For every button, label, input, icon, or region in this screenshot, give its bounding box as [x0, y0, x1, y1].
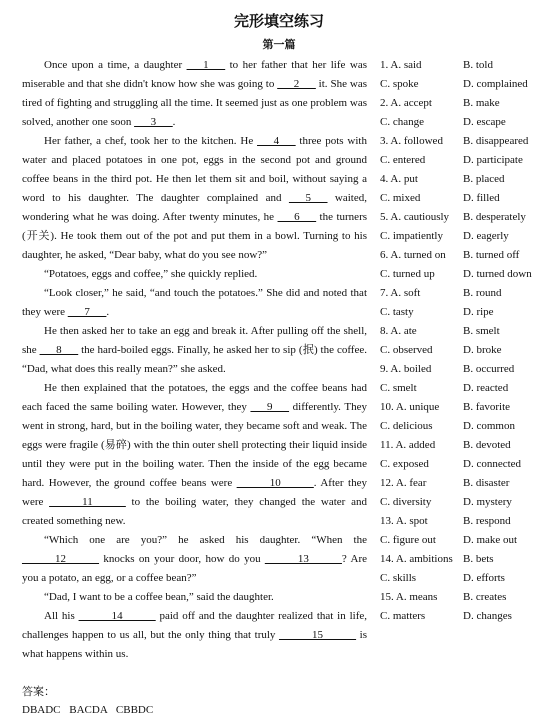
option-choice: C. observed [380, 344, 433, 356]
option-choice: B. make [463, 97, 500, 109]
passage-text: paid off and the daughter realized that in life, challenges happen to us all, but the only thing that truly [22, 610, 367, 641]
option-choice: D. mystery [463, 496, 512, 508]
option-choice: 2. A. accept [380, 97, 432, 109]
option-row [380, 208, 555, 227]
option-choice: B. round [463, 287, 502, 299]
passage-paragraph [22, 379, 367, 531]
option-choice: C. skills [380, 572, 417, 584]
option-row [380, 265, 555, 284]
passage-text: “Which one are you?” he asked his daughter. “When the [44, 534, 367, 546]
option-choice: 12. A. fear [380, 477, 427, 489]
option-row [380, 227, 555, 246]
passage-paragraph [22, 284, 367, 322]
option-row [380, 417, 555, 436]
option-row [380, 379, 555, 398]
option-choice: C. spoke [380, 78, 419, 90]
option-row [380, 455, 555, 474]
passage-text: All his [44, 610, 79, 622]
option-choice: B. placed [463, 173, 505, 185]
option-choice: C. tasty [380, 306, 414, 318]
blank: ______13______ [264, 553, 342, 565]
option-choice: C. delicious [380, 420, 433, 432]
passage-text: . After they were [22, 477, 367, 508]
option-choice: C. entered [380, 154, 426, 166]
passage-paragraph [22, 132, 367, 265]
option-choice: D. common [463, 420, 515, 432]
option-choice: 6. A. turned on [380, 249, 446, 261]
option-choice: 1. A. said [380, 59, 422, 71]
option-row [380, 474, 555, 493]
section-title: 第一篇 [262, 38, 296, 51]
passage-text: “Look closer,” he said, “and touch the potatoes.” She did and noted that they were [22, 287, 367, 318]
option-choice: B. creates [463, 591, 507, 603]
option-row [380, 588, 555, 607]
option-choice: 15. A. means [380, 591, 438, 603]
passage-text: is what happens within us. [22, 629, 368, 660]
passage-text: differently. They went in strong, hard, but in the boiling water, they became soft and weak. The eggs were fragile (易碎) with the thin outer shell protecting their liquid inside until they were put in the boiling water. Then the inside of the egg became hard. However, the ground coffee beans were [22, 401, 367, 489]
option-choice: C. diversity [380, 496, 432, 508]
blank: ______11______ [49, 496, 126, 508]
option-row [380, 493, 555, 512]
passage-text: “Potatoes, eggs and coffee,” she quickly replied. [44, 268, 258, 280]
option-row [380, 398, 555, 417]
option-row [380, 75, 555, 94]
answers-label: 答案： [22, 685, 55, 698]
passage-paragraph [22, 265, 367, 284]
option-choice: B. disaster [463, 477, 510, 489]
option-choice: 11. A. added [380, 439, 436, 451]
page-title: 完形填空练习 [233, 12, 324, 30]
passage-text: . [172, 116, 176, 128]
option-row [380, 151, 555, 170]
option-choice: C. smelt [380, 382, 417, 394]
option-choice: D. reacted [463, 382, 509, 394]
blank: ______12______ [22, 553, 99, 565]
option-row [380, 303, 555, 322]
option-choice: 10. A. unique [380, 401, 440, 413]
option-row [380, 607, 555, 626]
option-row [380, 436, 555, 455]
option-row [380, 94, 555, 113]
passage-paragraph [22, 588, 367, 607]
blank: ___1___ [186, 59, 226, 71]
option-row [380, 132, 555, 151]
passage-text: it. She was tired of fighting and struggling all the time. It seemed just as one problem was solved, another one soon [22, 78, 367, 128]
option-choice: C. figure out [380, 534, 436, 546]
option-choice: 9. A. boiled [380, 363, 432, 375]
option-choice: 5. A. cautiously [380, 211, 450, 223]
option-choice: B. told [463, 59, 493, 71]
answer-options [380, 56, 555, 626]
option-choice: C. turned up [380, 268, 435, 280]
passage-text: the turners (开关). He took them out of the pot and put them in a bowl. Turning to his daughter, he asked, “Dear baby, what do you see now?” [22, 211, 368, 261]
blank: ___2___ [277, 78, 316, 90]
passage-paragraph [22, 607, 367, 664]
blank: ___7___ [67, 306, 107, 318]
blank: ___4___ [257, 135, 296, 147]
option-choice: B. desperately [463, 211, 526, 223]
option-choice: D. changes [463, 610, 512, 622]
option-row [380, 569, 555, 588]
blank: ______14______ [78, 610, 156, 622]
option-choice: D. escape [463, 116, 506, 128]
passage-paragraph [22, 56, 367, 132]
option-choice: D. connected [463, 458, 522, 470]
option-choice: 4. A. put [380, 173, 418, 185]
option-choice: B. turned off [463, 249, 520, 261]
passage-text: waited, wondering what he was doing. After twenty minutes, he [22, 192, 367, 223]
passage-text: . [106, 306, 110, 318]
option-choice: D. participate [463, 154, 523, 166]
option-choice: B. occurred [463, 363, 515, 375]
option-choice: D. make out [463, 534, 518, 546]
passage-text: three pots with water and placed potatoes in one pot, eggs in the second pot and ground coffee beans in the third pot. He then let them sit and boil, without saying a word to his daughter. The daughter complained and [22, 135, 367, 204]
option-choice: C. impatiently [380, 230, 443, 242]
blank: ___9___ [250, 401, 290, 413]
option-choice: D. broke [463, 344, 502, 356]
option-row [380, 550, 555, 569]
passage-text: “Dad, I want to be a coffee bean,” said the daughter. [44, 591, 274, 603]
option-row [380, 531, 555, 550]
option-choice: B. respond [463, 515, 511, 527]
blank: ___6___ [277, 211, 317, 223]
option-row [380, 113, 555, 132]
option-choice: 7. A. soft [380, 287, 421, 299]
cloze-passage [22, 56, 367, 664]
option-row [380, 284, 555, 303]
passage-text: Once upon a time, a daughter [44, 59, 187, 71]
option-row [380, 512, 555, 531]
option-row [380, 56, 555, 75]
option-row [380, 246, 555, 265]
option-row [380, 189, 555, 208]
blank: ___8___ [39, 344, 79, 356]
option-choice: C. matters [380, 610, 426, 622]
option-choice: D. complained [463, 78, 528, 90]
blank: ______10______ [236, 477, 314, 489]
option-choice: C. mixed [380, 192, 421, 204]
passage-text: the hard-boiled eggs. Finally, he asked her to sip (抿) the coffee. “Dad, what does this really mean?” she asked. [22, 344, 367, 375]
option-choice: 3. A. followed [380, 135, 443, 147]
passage-text: He then asked her to take an egg and break it. After pulling off the shell, she [22, 325, 367, 356]
option-choice: D. turned down [463, 268, 532, 280]
option-choice: B. favorite [463, 401, 511, 413]
option-choice: B. smelt [463, 325, 500, 337]
option-choice: 8. A. ate [380, 325, 417, 337]
passage-text: to her father that her life was miserable and that she didn't know how she was going to [22, 59, 367, 90]
option-choice: C. exposed [380, 458, 429, 470]
passage-text: He then explained that the potatoes, the eggs and the coffee beans had each faced the same boiling water. However, they [22, 382, 367, 413]
option-choice: 14. A. ambitions [380, 553, 453, 565]
option-choice: D. filled [463, 192, 500, 204]
answer-key: DBADC BACDA CBBDC [22, 704, 154, 716]
passage-text: knocks on your door, how do you [99, 553, 265, 565]
blank: ___5___ [288, 192, 328, 204]
passage-text: Her father, a chef, took her to the kitchen. He [44, 135, 258, 147]
option-choice: B. disappeared [463, 135, 529, 147]
option-row [380, 360, 555, 379]
option-choice: C. change [380, 116, 424, 128]
option-choice: D. eagerly [463, 230, 509, 242]
option-row [380, 341, 555, 360]
option-choice: D. ripe [463, 306, 494, 318]
passage-paragraph [22, 322, 367, 379]
blank: ___3___ [134, 116, 173, 128]
blank: ______15______ [279, 629, 357, 641]
option-choice: B. bets [463, 553, 494, 565]
passage-paragraph [22, 531, 367, 588]
option-choice: D. efforts [463, 572, 505, 584]
option-row [380, 322, 555, 341]
option-row [380, 170, 555, 189]
option-choice: 13. A. spot [380, 515, 428, 527]
passage-text: ? Are you a potato, an egg, or a coffee bean?” [22, 553, 368, 584]
option-choice: B. devoted [463, 439, 511, 451]
passage-text: to the boiling water, they changed the water and created something new. [22, 496, 368, 527]
